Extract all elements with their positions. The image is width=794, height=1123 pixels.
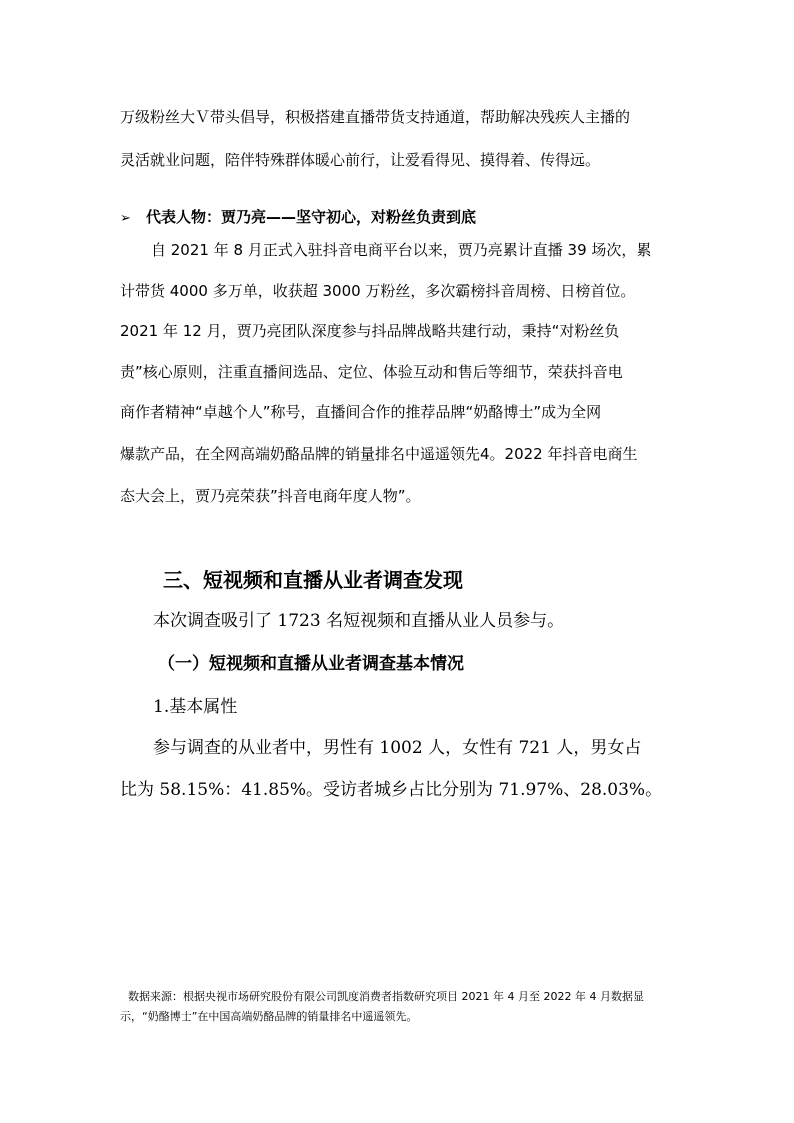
text-line: 态大会上，贾乃亮荣获”抖音电商年度人物”。: [120, 487, 421, 505]
subsection-title: （一）短视频和直播从业者调查基本情况: [158, 654, 464, 674]
text-line: 责”核心原则，注重直播间选品、定位、体验互动和售后等细节，荣获抖音电: [120, 363, 623, 381]
arrow-bullet-icon: ➢: [120, 211, 131, 226]
item-title: 1.基本属性: [153, 697, 238, 717]
section-intro: 本次调查吸引了 1723 名短视频和直播从业人员参与。: [153, 611, 565, 631]
section-title: 三、短视频和直播从业者调查发现: [163, 568, 463, 592]
text-line: 计带货 4000 多万单，收获超 3000 万粉丝，多次霸榜抖音周榜、日榜首位。: [120, 282, 636, 300]
footnote-line: 数据来源：根据央视市场研究股份有限公司凯度消费者指数研究项目 2021 年 4 月至 2022 年 4 月数据显: [128, 990, 644, 1003]
footnote-line: 示，“奶酪博士”在中国高端奶酪品牌的销量排名中遥遥领先。: [120, 1010, 418, 1023]
representative-heading: [120, 207, 476, 229]
text-line: 参与调查的从业者中，男性有 1002 人，女性有 721 人，男女占: [153, 738, 642, 758]
text-line: 比为 58.15%：41.85%。受访者城乡占比分别为 71.97%、28.03%。: [120, 780, 663, 800]
text-line: 商作者精神“卓越个人”称号，直播间合作的推荐品牌“奶酪博士”成为全网: [120, 403, 602, 421]
text-line: 灵活就业问题，陪伴特殊群体暖心前行，让爱看得见、摸得着、传得远。: [120, 151, 601, 169]
text-line: 爆款产品，在全网高端奶酪品牌的销量排名中遥遥领先4。2022 年抖音电商生: [120, 445, 638, 463]
text-line: 自 2021 年 8 月正式入驻抖音电商平台以来，贾乃亮累计直播 39 场次，累: [151, 241, 652, 259]
text-line: 2021 年 12 月，贾乃亮团队深度参与抖品牌战略共建行动，秉持“对粉丝负: [120, 322, 620, 340]
heading-text: 代表人物：贾乃亮——坚守初心，对粉丝负责到底: [146, 208, 477, 226]
text-line: 万级粉丝大Ｖ带头倡导，积极搭建直播带货支持通道，帮助解决残疾人主播的: [120, 108, 631, 126]
